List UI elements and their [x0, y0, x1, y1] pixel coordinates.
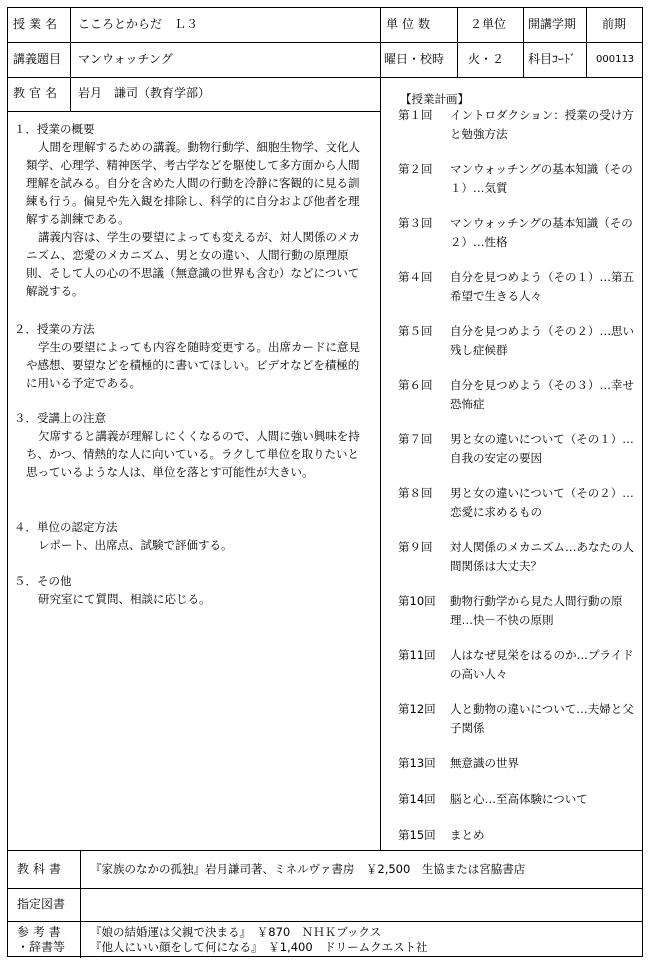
row-divider — [8, 888, 642, 889]
plan-item-number: 第６回 — [398, 378, 433, 392]
code-value: 000113 — [596, 54, 635, 65]
plan-item-text: 人はなぜ見栄をはるのか…プライドの高い人々 — [450, 648, 634, 681]
plan-item-number: 第13回 — [398, 756, 436, 770]
section-heading: ５．その他 — [14, 574, 72, 588]
plan-item-text: 無意識の世界 — [450, 756, 519, 770]
plan-item-text: 自分を見つめよう（その１）…第五希望で生きる人々 — [450, 270, 634, 303]
section-paragraph: レポート、出席点、試験で評価する。 — [38, 538, 233, 552]
section-paragraph: 学生の要望によっても内容を随時変更する。出席カードに意見や感想、要望などを積極的に書いてほしい。ビデオなどを積極的に用いる予定である。 — [26, 340, 360, 390]
course-name: こころとからだ Ｌ３ — [78, 17, 199, 31]
section-credit — [14, 518, 364, 554]
reference-label: ・辞書等 — [17, 940, 66, 954]
course-name-label: 授業名 — [13, 17, 62, 31]
plan-item-number: 第14回 — [398, 792, 436, 806]
section-other — [14, 572, 364, 608]
plan-item-text: 人と動物の違いについて…夫婦と父子関係 — [450, 702, 634, 735]
plan-item-number: 第９回 — [398, 540, 433, 554]
section-overview — [14, 120, 364, 300]
plan-item-number: 第１回 — [398, 108, 433, 122]
section-paragraph: 欠席すると講義が理解しにくくなるので、人間に強い興味を持ち、かつ、情熱的な人に向いている。ラクして単位を取りたいと思っているような人は、単位を落とす可能性が大きい。 — [26, 429, 360, 479]
row-divider — [8, 77, 642, 78]
plan-item-number: 第５回 — [398, 324, 433, 338]
plan-item-text: 自分を見つめよう（その２）…思い残し症候群 — [450, 324, 634, 357]
plan-item-number: 第10回 — [398, 594, 436, 608]
plan-item-number: 第15回 — [398, 828, 436, 842]
plan-item-text: 自分を見つめよう（その３）…幸せ恐怖症 — [450, 378, 634, 411]
reference-item: 『他人にいい顔をして何になる』 ￥1,400 ドリームクエスト社 — [90, 940, 428, 954]
plan-item-text: 脳と心…至高体験について — [450, 792, 588, 806]
plan-item-text: イントロダクション：授業の受け方と勉強方法 — [450, 108, 634, 141]
plan-item-number: 第12回 — [398, 702, 436, 716]
col-divider — [80, 850, 81, 958]
reference-label: 参 考 書 — [17, 925, 61, 939]
code-label: 科目ｺｰﾄﾞ — [528, 52, 577, 66]
plan-item-number: 第４回 — [398, 270, 433, 284]
section-heading: ４．単位の認定方法 — [14, 520, 118, 534]
textbook-label: 教科書 — [17, 862, 66, 876]
term-value: 前期 — [602, 17, 627, 31]
section-heading: ３．受講上の注意 — [14, 411, 106, 425]
plan-item-text: 動物行動学から見た人間行動の原理…快－不快の原則 — [450, 594, 623, 627]
designated-label: 指定図書 — [17, 897, 66, 911]
textbook-value: 『家族のなかの孤独』岩月謙司著、ミネルヴァ書房 ￥2,500 生協または宮脇書店 — [90, 862, 526, 876]
section-notes — [14, 409, 364, 481]
col-divider — [457, 8, 458, 77]
credits-value: ２単位 — [470, 17, 507, 31]
day-label: 曜日・校時 — [384, 52, 445, 66]
reference-item: 『娘の結婚運は父親で決まる』 ￥870 ＮＨＫブックス — [90, 925, 382, 939]
day-value: 火・２ — [468, 52, 505, 66]
lecture-topic: マンウォッチング — [78, 52, 173, 66]
instructor-label: 教官名 — [13, 86, 62, 100]
plan-title: 【授業計画】 — [400, 92, 469, 106]
section-paragraph: 人間を理解するための講義。動物行動学、細胞生物学、文化人類学、心理学、精神医学、考古学などを駆使して多方面から人間理解を試みる。自分を含めた人間の行動を冷静に客観的に見る訓練も行う。偏見や先入観を排除し、科学的に自分および他者を理解する訓練である。 — [26, 140, 360, 226]
plan-item-text: 男と女の違いについて（その２）…恋愛に求めるもの — [450, 486, 634, 519]
row-divider — [8, 111, 380, 112]
plan-item-text: マンウォッチングの基本知識（その２）…性格 — [450, 216, 633, 249]
plan-item-text: 対人関係のメカニズム…あなたの人間関係は大丈夫？ — [450, 540, 634, 573]
plan-item-number: 第２回 — [398, 162, 433, 176]
row-divider — [8, 850, 642, 851]
plan-item-text: 男と女の違いについて（その１）…自我の安定の要因 — [450, 432, 634, 465]
term-label: 開講学期 — [528, 17, 577, 31]
plan-item-number: 第３回 — [398, 216, 433, 230]
credits-label: 単位数 — [386, 17, 435, 31]
col-divider — [70, 8, 71, 111]
instructor-name: 岩月 謙司（教育学部） — [78, 86, 211, 100]
lecture-topic-label: 講義題目 — [13, 52, 62, 66]
col-divider — [586, 8, 587, 77]
plan-item-number: 第７回 — [398, 432, 433, 446]
section-paragraph: 講義内容は、学生の要望によっても変えるが、対人関係のメカニズム、恋愛のメカニズム、男と女の違い、人間行動の原理原則、そして人の心の不思議（無意識の世界も含む）などについて解説する。 — [26, 230, 360, 298]
section-heading: ２．授業の方法 — [14, 322, 95, 336]
col-divider — [523, 8, 524, 77]
plan-item-number: 第11回 — [398, 648, 436, 662]
col-divider — [380, 8, 381, 850]
row-divider — [8, 921, 642, 922]
row-divider — [8, 42, 642, 43]
section-heading: １．授業の概要 — [14, 122, 95, 136]
plan-item-text: マンウォッチングの基本知識（その１）…気質 — [450, 162, 633, 195]
section-paragraph: 研究室にて質問、相談に応じる。 — [38, 592, 211, 606]
section-method — [14, 320, 364, 392]
plan-item-number: 第８回 — [398, 486, 433, 500]
plan-item-text: まとめ — [450, 828, 485, 842]
